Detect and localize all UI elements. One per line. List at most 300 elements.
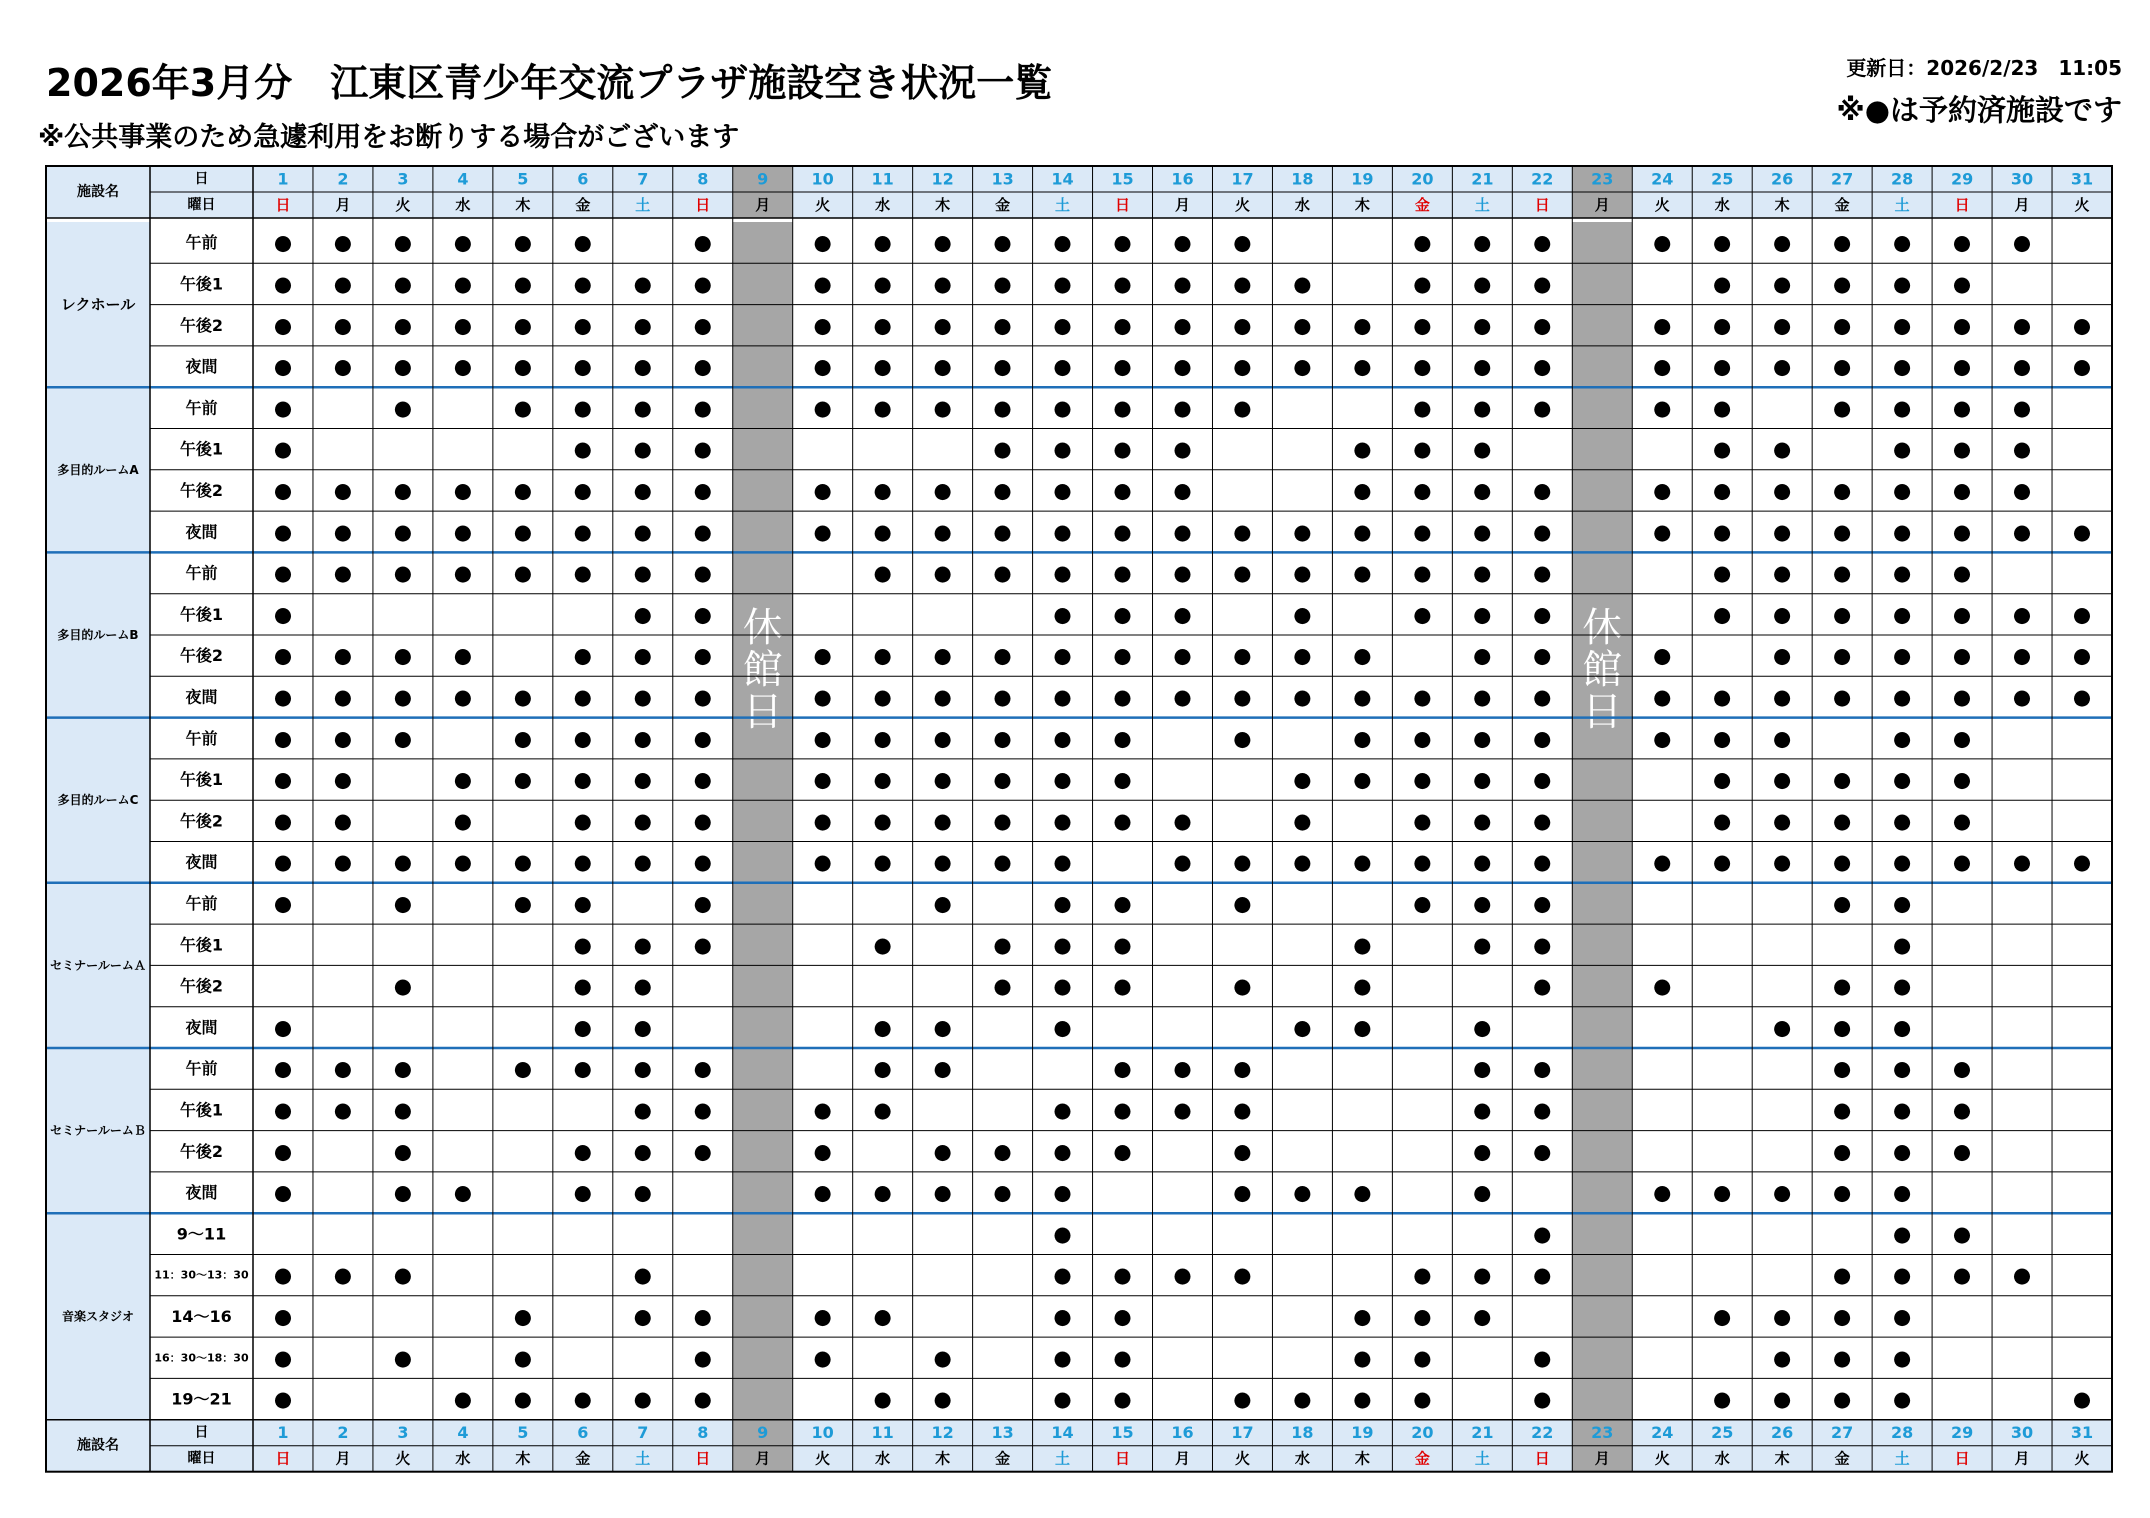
booked-mark-2-3-30: ●	[2012, 684, 2032, 709]
booked-mark-3-2-29: ●	[1952, 808, 1972, 833]
booked-mark-1-2-20: ●	[1413, 478, 1432, 503]
booked-mark-6-1-14: ●	[1053, 1263, 1072, 1288]
booked-mark-2-3-25: ●	[1713, 684, 1732, 709]
booked-mark-3-3-24: ●	[1653, 850, 1672, 875]
booked-mark-4-0-28: ●	[1892, 891, 1912, 916]
booked-mark-5-3-13: ●	[993, 1180, 1012, 1205]
booked-mark-6-2-10: ●	[813, 1304, 832, 1329]
booked-mark-0-2-17: ●	[1233, 313, 1252, 338]
booked-mark-4-1-19: ●	[1353, 932, 1372, 957]
booked-mark-0-3-10: ●	[813, 354, 832, 379]
booked-mark-6-3-28: ●	[1892, 1345, 1912, 1370]
booked-mark-1-1-28: ●	[1892, 437, 1912, 462]
booked-mark-5-3-18: ●	[1293, 1180, 1312, 1205]
booked-mark-3-0-11: ●	[873, 726, 892, 751]
footer-day-6: 6	[577, 1423, 589, 1443]
booked-mark-5-2-14: ●	[1053, 1139, 1072, 1164]
footer-weekday-27: 金	[1834, 1449, 1850, 1468]
booked-mark-3-2-21: ●	[1473, 808, 1492, 833]
booked-mark-1-1-13: ●	[993, 437, 1012, 462]
header-day-26: 26	[1771, 169, 1794, 189]
booked-mark-0-2-6: ●	[573, 313, 592, 338]
booked-mark-3-1-4: ●	[453, 767, 473, 792]
booked-mark-6-2-25: ●	[1713, 1304, 1732, 1329]
booked-mark-5-0-22: ●	[1533, 1056, 1552, 1081]
footer-day-22: 22	[1531, 1423, 1554, 1443]
booked-mark-3-3-2: ●	[333, 850, 353, 875]
booked-mark-2-0-17: ●	[1233, 561, 1252, 586]
booked-mark-3-0-29: ●	[1952, 726, 1972, 751]
booked-mark-6-1-15: ●	[1113, 1263, 1132, 1288]
booked-mark-0-2-10: ●	[813, 313, 832, 338]
booked-mark-0-3-24: ●	[1653, 354, 1672, 379]
booked-mark-0-0-21: ●	[1473, 230, 1492, 255]
booked-mark-2-0-8: ●	[693, 561, 712, 586]
footer-day-30: 30	[2010, 1423, 2034, 1443]
booked-mark-0-1-7: ●	[633, 271, 652, 296]
booked-mark-5-1-16: ●	[1173, 1097, 1192, 1122]
slot-label-0-2: 午後2	[179, 315, 224, 335]
booked-mark-2-2-14: ●	[1053, 643, 1072, 668]
booked-mark-5-1-3: ●	[393, 1097, 413, 1122]
booked-mark-3-0-7: ●	[633, 726, 652, 751]
booked-mark-5-2-1: ●	[273, 1139, 293, 1164]
booked-mark-5-1-1: ●	[273, 1097, 293, 1122]
header-day-7: 7	[637, 169, 649, 189]
header-weekday-8: 日	[695, 196, 711, 214]
booked-mark-3-3-4: ●	[453, 850, 473, 875]
booked-mark-4-2-19: ●	[1353, 974, 1372, 999]
booked-mark-1-2-11: ●	[873, 478, 892, 503]
booked-mark-4-0-3: ●	[393, 891, 413, 916]
header-weekday-30: 月	[2014, 196, 2030, 214]
footer-weekday-13: 金	[995, 1449, 1011, 1468]
booked-mark-2-2-18: ●	[1293, 643, 1312, 668]
booked-mark-0-0-17: ●	[1233, 230, 1252, 255]
footer-day-5: 5	[517, 1423, 529, 1443]
footer-weekday-24: 火	[1654, 1449, 1670, 1468]
footer-weekday-4: 水	[455, 1449, 471, 1468]
header-day-31: 31	[2070, 169, 2094, 189]
footer-weekday-20: 金	[1414, 1449, 1430, 1468]
booked-mark-0-2-16: ●	[1173, 313, 1192, 338]
booked-mark-2-1-14: ●	[1053, 602, 1072, 627]
header-weekday-25: 水	[1714, 196, 1730, 214]
booked-mark-0-3-21: ●	[1473, 354, 1492, 379]
booked-mark-0-3-22: ●	[1533, 354, 1552, 379]
notice-text: ※公共事業のため急遽利用をお断りする場合がございます	[38, 122, 740, 153]
booked-mark-2-0-29: ●	[1952, 561, 1972, 586]
booked-mark-2-1-7: ●	[633, 602, 652, 627]
booked-mark-3-2-16: ●	[1173, 808, 1192, 833]
booked-mark-5-1-11: ●	[873, 1097, 892, 1122]
booked-mark-6-2-1: ●	[273, 1304, 293, 1329]
booked-mark-5-1-17: ●	[1233, 1097, 1252, 1122]
booked-mark-6-4-14: ●	[1053, 1387, 1072, 1412]
booked-mark-0-1-16: ●	[1173, 271, 1192, 296]
header-weekday-7: 土	[635, 196, 651, 214]
booked-mark-0-0-11: ●	[873, 230, 892, 255]
booked-mark-6-2-26: ●	[1773, 1304, 1792, 1329]
booked-mark-6-0-22: ●	[1533, 1221, 1552, 1246]
booked-mark-0-2-8: ●	[693, 313, 712, 338]
booked-mark-2-0-25: ●	[1713, 561, 1732, 586]
booked-mark-0-2-5: ●	[513, 313, 533, 338]
booked-mark-1-2-1: ●	[273, 478, 293, 503]
booked-mark-0-0-20: ●	[1413, 230, 1432, 255]
booked-mark-2-2-3: ●	[393, 643, 413, 668]
booked-mark-0-1-27: ●	[1832, 271, 1852, 296]
booked-mark-5-3-10: ●	[813, 1180, 832, 1205]
booked-mark-5-2-13: ●	[993, 1139, 1012, 1164]
booked-mark-1-3-15: ●	[1113, 519, 1132, 544]
footer-weekday-22: 日	[1534, 1449, 1550, 1468]
booked-mark-0-1-1: ●	[273, 271, 293, 296]
booked-mark-4-3-14: ●	[1053, 1015, 1072, 1040]
booked-mark-3-3-31: ●	[2072, 850, 2092, 875]
booked-mark-1-0-13: ●	[993, 395, 1012, 420]
footer-weekday-3: 火	[395, 1449, 411, 1468]
booked-mark-5-3-27: ●	[1832, 1180, 1852, 1205]
booked-mark-3-0-28: ●	[1892, 726, 1912, 751]
booked-mark-5-3-28: ●	[1892, 1180, 1912, 1205]
booked-mark-6-1-7: ●	[633, 1263, 652, 1288]
booked-mark-0-3-17: ●	[1233, 354, 1252, 379]
booked-mark-2-3-2: ●	[333, 684, 353, 709]
footer-weekday-9: 月	[755, 1449, 771, 1468]
booked-mark-0-2-21: ●	[1473, 313, 1492, 338]
booked-mark-5-2-29: ●	[1952, 1139, 1972, 1164]
booked-mark-4-2-28: ●	[1892, 974, 1912, 999]
slot-label-5-1: 午後1	[179, 1100, 224, 1120]
booked-mark-2-0-19: ●	[1353, 561, 1372, 586]
legend-text: ※●は予約済施設です	[1836, 93, 2122, 127]
booked-mark-1-3-27: ●	[1832, 519, 1852, 544]
booked-mark-1-2-2: ●	[333, 478, 353, 503]
slot-label-1-1: 午後1	[179, 439, 224, 459]
footer-day-10: 10	[811, 1423, 834, 1443]
booked-mark-0-0-3: ●	[393, 230, 413, 255]
slot-label-4-0: 午前	[185, 893, 218, 913]
footer-day-15: 15	[1111, 1423, 1134, 1443]
booked-mark-1-0-21: ●	[1473, 395, 1492, 420]
footer-day-12: 12	[931, 1423, 954, 1443]
footer-day-16: 16	[1171, 1423, 1194, 1443]
booked-mark-0-0-10: ●	[813, 230, 832, 255]
booked-mark-6-4-20: ●	[1413, 1387, 1432, 1412]
booked-mark-6-4-19: ●	[1353, 1387, 1372, 1412]
booked-mark-3-0-22: ●	[1533, 726, 1552, 751]
booked-mark-3-2-25: ●	[1713, 808, 1732, 833]
booked-mark-5-2-6: ●	[573, 1139, 592, 1164]
booked-mark-6-1-16: ●	[1173, 1263, 1192, 1288]
header-day-3: 3	[397, 169, 409, 189]
booked-mark-1-3-22: ●	[1533, 519, 1552, 544]
footer-weekday-16: 月	[1174, 1449, 1191, 1468]
booked-mark-4-2-3: ●	[393, 974, 413, 999]
booked-mark-5-0-28: ●	[1892, 1056, 1912, 1081]
header-day-30: 30	[2010, 169, 2034, 189]
booked-mark-3-2-15: ●	[1113, 808, 1132, 833]
header-day-18: 18	[1291, 169, 1314, 189]
booked-mark-5-1-10: ●	[813, 1097, 832, 1122]
slot-label-2-0: 午前	[185, 563, 218, 583]
booked-mark-6-3-10: ●	[813, 1345, 832, 1370]
booked-mark-1-3-21: ●	[1473, 519, 1492, 544]
booked-mark-3-3-26: ●	[1773, 850, 1792, 875]
booked-mark-2-1-25: ●	[1713, 602, 1732, 627]
booked-mark-6-0-29: ●	[1952, 1221, 1972, 1246]
booked-mark-3-1-1: ●	[273, 767, 293, 792]
footer-weekday-31: 火	[2074, 1449, 2090, 1468]
booked-mark-2-3-10: ●	[813, 684, 832, 709]
booked-mark-3-0-10: ●	[813, 726, 832, 751]
booked-mark-0-0-15: ●	[1113, 230, 1132, 255]
booked-mark-2-3-18: ●	[1293, 684, 1312, 709]
booked-mark-2-0-1: ●	[273, 561, 293, 586]
header-day-25: 25	[1711, 169, 1734, 189]
booked-mark-1-2-19: ●	[1353, 478, 1372, 503]
booked-mark-5-2-3: ●	[393, 1139, 413, 1164]
booked-mark-4-0-21: ●	[1473, 891, 1492, 916]
booked-mark-3-3-6: ●	[573, 850, 592, 875]
updated-timestamp: 更新日：2026/2/23 11:05	[1846, 56, 2122, 80]
booked-mark-3-1-18: ●	[1293, 767, 1312, 792]
booked-mark-1-3-26: ●	[1773, 519, 1792, 544]
booked-mark-3-0-17: ●	[1233, 726, 1252, 751]
booked-mark-2-3-19: ●	[1353, 684, 1372, 709]
footer-facility-header: 施設名	[77, 1437, 119, 1454]
booked-mark-1-0-29: ●	[1952, 395, 1972, 420]
slot-label-6-0: 9～11	[176, 1224, 227, 1244]
booked-mark-0-3-13: ●	[993, 354, 1012, 379]
booked-mark-3-1-14: ●	[1053, 767, 1072, 792]
booked-mark-3-2-13: ●	[993, 808, 1012, 833]
footer-day-3: 3	[397, 1423, 409, 1443]
booked-mark-6-3-26: ●	[1773, 1345, 1792, 1370]
booked-mark-3-3-25: ●	[1713, 850, 1732, 875]
footer-weekday-15: 日	[1115, 1449, 1131, 1468]
booked-mark-2-3-11: ●	[873, 684, 892, 709]
booked-mark-3-3-20: ●	[1413, 850, 1432, 875]
booked-mark-1-0-30: ●	[2012, 395, 2032, 420]
booked-mark-6-3-27: ●	[1832, 1345, 1852, 1370]
booked-mark-1-0-10: ●	[813, 395, 832, 420]
booked-mark-5-0-29: ●	[1952, 1056, 1972, 1081]
booked-mark-6-2-14: ●	[1053, 1304, 1072, 1329]
booked-mark-1-3-18: ●	[1293, 519, 1312, 544]
header-day-29: 29	[1950, 169, 1974, 189]
booked-mark-1-0-1: ●	[273, 395, 293, 420]
booked-mark-3-1-21: ●	[1473, 767, 1492, 792]
header-weekday-12: 木	[935, 196, 951, 214]
booked-mark-5-0-5: ●	[513, 1056, 533, 1081]
header-weekday-31: 火	[2074, 196, 2090, 214]
facility-name-3: 多目的ルームC	[57, 793, 139, 808]
booked-mark-0-3-26: ●	[1773, 354, 1792, 379]
booked-mark-5-2-21: ●	[1473, 1139, 1492, 1164]
booked-mark-6-1-2: ●	[333, 1263, 353, 1288]
booked-mark-3-2-28: ●	[1892, 808, 1912, 833]
booked-mark-6-2-21: ●	[1473, 1304, 1492, 1329]
booked-mark-3-2-8: ●	[693, 808, 712, 833]
booked-mark-3-2-18: ●	[1293, 808, 1312, 833]
booked-mark-6-1-30: ●	[2012, 1263, 2032, 1288]
booked-mark-0-2-19: ●	[1353, 313, 1372, 338]
footer-weekday-26: 木	[1774, 1449, 1790, 1468]
booked-mark-2-1-20: ●	[1413, 602, 1432, 627]
booked-mark-3-3-7: ●	[633, 850, 652, 875]
booked-mark-4-1-22: ●	[1533, 932, 1552, 957]
booked-mark-6-3-1: ●	[273, 1345, 293, 1370]
header-day-15: 15	[1111, 169, 1134, 189]
booked-mark-5-3-4: ●	[453, 1180, 473, 1205]
booked-mark-5-3-14: ●	[1053, 1180, 1072, 1205]
footer-weekday-8: 日	[695, 1449, 711, 1468]
booked-mark-3-2-10: ●	[813, 808, 832, 833]
booked-mark-3-3-18: ●	[1293, 850, 1312, 875]
booked-mark-2-2-10: ●	[813, 643, 832, 668]
footer-weekday-14: 土	[1055, 1449, 1071, 1468]
booked-mark-1-3-25: ●	[1713, 519, 1732, 544]
booked-mark-0-3-19: ●	[1353, 354, 1372, 379]
booked-mark-0-0-24: ●	[1653, 230, 1672, 255]
footer-weekday-7: 土	[635, 1449, 651, 1468]
booked-mark-1-3-12: ●	[933, 519, 952, 544]
booked-mark-4-3-6: ●	[573, 1015, 592, 1040]
booked-mark-1-2-29: ●	[1952, 478, 1972, 503]
booked-mark-1-3-10: ●	[813, 519, 832, 544]
header-weekday-11: 水	[875, 196, 891, 214]
booked-mark-2-3-12: ●	[933, 684, 952, 709]
booked-mark-1-2-28: ●	[1892, 478, 1912, 503]
booked-mark-6-3-20: ●	[1413, 1345, 1432, 1370]
header-day-12: 12	[931, 169, 954, 189]
slot-label-4-1: 午後1	[179, 935, 224, 955]
booked-mark-3-1-28: ●	[1892, 767, 1912, 792]
booked-mark-1-3-31: ●	[2072, 519, 2092, 544]
booked-mark-5-1-14: ●	[1053, 1097, 1072, 1122]
booked-mark-4-0-6: ●	[573, 891, 592, 916]
slot-label-0-0: 午前	[185, 233, 218, 253]
booked-mark-1-2-26: ●	[1773, 478, 1792, 503]
booked-mark-4-1-15: ●	[1113, 932, 1132, 957]
booked-mark-0-2-31: ●	[2072, 313, 2092, 338]
closed-label-23-0: 休	[1582, 605, 1623, 651]
booked-mark-6-2-27: ●	[1832, 1304, 1852, 1329]
booked-mark-5-1-2: ●	[333, 1097, 353, 1122]
footer-day-2: 2	[337, 1423, 349, 1443]
footer-day-27: 27	[1831, 1423, 1854, 1443]
booked-mark-2-3-31: ●	[2072, 684, 2092, 709]
booked-mark-2-0-18: ●	[1293, 561, 1312, 586]
booked-mark-6-1-3: ●	[393, 1263, 413, 1288]
booked-mark-1-0-20: ●	[1413, 395, 1432, 420]
booked-mark-0-0-14: ●	[1053, 230, 1072, 255]
booked-mark-5-0-27: ●	[1832, 1056, 1852, 1081]
booked-mark-6-2-15: ●	[1113, 1304, 1132, 1329]
booked-mark-0-3-5: ●	[513, 354, 533, 379]
booked-mark-3-3-29: ●	[1952, 850, 1972, 875]
booked-mark-3-0-13: ●	[993, 726, 1012, 751]
booked-mark-3-1-6: ●	[573, 767, 592, 792]
booked-mark-4-3-7: ●	[633, 1015, 652, 1040]
slot-label-1-3: 夜間	[185, 522, 218, 542]
booked-mark-4-0-5: ●	[513, 891, 533, 916]
booked-mark-6-1-29: ●	[1952, 1263, 1972, 1288]
booked-mark-2-0-14: ●	[1053, 561, 1072, 586]
booked-mark-0-2-25: ●	[1713, 313, 1732, 338]
footer-weekday-30: 月	[2014, 1449, 2030, 1468]
booked-mark-2-0-13: ●	[993, 561, 1012, 586]
booked-mark-2-1-16: ●	[1173, 602, 1192, 627]
booked-mark-0-1-28: ●	[1892, 271, 1912, 296]
booked-mark-2-3-13: ●	[993, 684, 1012, 709]
booked-mark-0-3-20: ●	[1413, 354, 1432, 379]
footer-day-21: 21	[1471, 1423, 1494, 1443]
booked-mark-1-3-3: ●	[393, 519, 413, 544]
booked-mark-2-0-27: ●	[1832, 561, 1852, 586]
booked-mark-5-2-28: ●	[1892, 1139, 1912, 1164]
booked-mark-3-3-12: ●	[933, 850, 952, 875]
booked-mark-3-1-22: ●	[1533, 767, 1552, 792]
slot-label-3-1: 午後1	[179, 770, 224, 790]
booked-mark-0-2-13: ●	[993, 313, 1012, 338]
booked-mark-5-0-8: ●	[693, 1056, 712, 1081]
booked-mark-2-0-16: ●	[1173, 561, 1192, 586]
booked-mark-2-2-29: ●	[1952, 643, 1972, 668]
booked-mark-5-2-12: ●	[933, 1139, 952, 1164]
booked-mark-1-2-5: ●	[513, 478, 533, 503]
booked-mark-3-1-2: ●	[333, 767, 353, 792]
booked-mark-1-1-25: ●	[1713, 437, 1732, 462]
footer-day-20: 20	[1411, 1423, 1434, 1443]
booked-mark-1-1-26: ●	[1773, 437, 1792, 462]
booked-mark-2-3-17: ●	[1233, 684, 1252, 709]
booked-mark-0-0-16: ●	[1173, 230, 1192, 255]
booked-mark-3-0-20: ●	[1413, 726, 1432, 751]
header-day-11: 11	[871, 169, 894, 189]
slot-label-2-2: 午後2	[179, 646, 224, 666]
booked-mark-3-1-20: ●	[1413, 767, 1432, 792]
booked-mark-3-0-21: ●	[1473, 726, 1492, 751]
booked-mark-6-3-12: ●	[933, 1345, 952, 1370]
booked-mark-0-3-2: ●	[333, 354, 353, 379]
booked-mark-1-3-30: ●	[2012, 519, 2032, 544]
booked-mark-2-3-5: ●	[513, 684, 533, 709]
facility-name-4: セミナールームＡ	[50, 958, 146, 973]
header-day-19: 19	[1351, 169, 1374, 189]
footer-weekday-23: 月	[1594, 1449, 1610, 1468]
booked-mark-0-3-11: ●	[873, 354, 892, 379]
slot-label-3-0: 午前	[185, 728, 218, 748]
booked-mark-0-0-13: ●	[993, 230, 1012, 255]
slot-label-2-3: 夜間	[185, 687, 218, 707]
booked-mark-0-3-27: ●	[1832, 354, 1852, 379]
header-day-17: 17	[1231, 169, 1254, 189]
booked-mark-6-3-22: ●	[1533, 1345, 1552, 1370]
booked-mark-6-3-8: ●	[693, 1345, 712, 1370]
booked-mark-2-2-31: ●	[2072, 643, 2092, 668]
booked-mark-1-1-7: ●	[633, 437, 652, 462]
booked-mark-1-3-29: ●	[1952, 519, 1972, 544]
booked-mark-2-1-26: ●	[1773, 602, 1792, 627]
booked-mark-1-0-6: ●	[573, 395, 592, 420]
booked-mark-6-4-12: ●	[933, 1387, 952, 1412]
booked-mark-4-0-17: ●	[1233, 891, 1252, 916]
header-day-10: 10	[811, 169, 834, 189]
booked-mark-3-2-4: ●	[453, 808, 473, 833]
